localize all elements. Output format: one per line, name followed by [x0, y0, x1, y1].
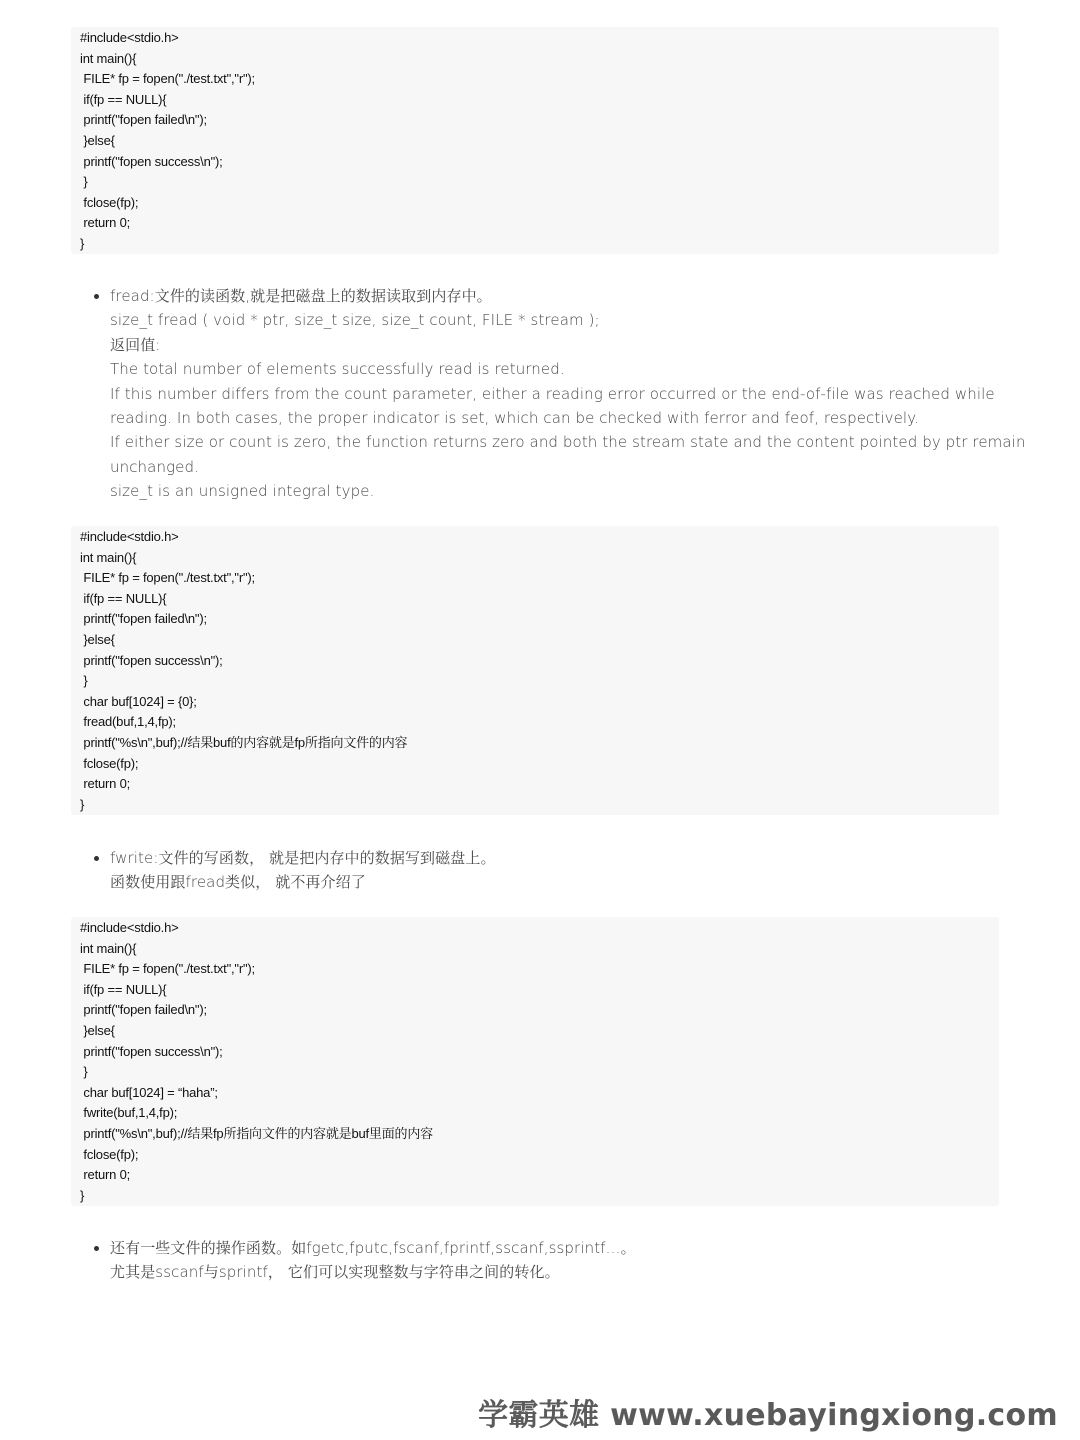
code-line: if(fp == NULL){ [80, 981, 167, 997]
code-line: } [80, 673, 88, 689]
code-line: printf("fopen success\n"); [80, 652, 223, 668]
code-line: int main(){ [80, 549, 137, 565]
code-line: fwrite(buf,1,4,fp); [80, 1105, 178, 1121]
code-line: FILE* fp = fopen("./test.txt","r"); [80, 961, 255, 977]
code-line: fread(buf,1,4,fp); [80, 714, 176, 730]
code-line: } [80, 235, 85, 251]
code-line: printf("fopen success\n"); [80, 153, 223, 169]
bullet-fwrite [88, 846, 1008, 895]
code-line: }else{ [80, 1022, 115, 1038]
bullet-line: reading. In both cases, the proper indicator is set, which can be checked with ferror and feof, respectively. [110, 408, 919, 427]
code-line: }else{ [80, 631, 115, 647]
code-line: FILE* fp = fopen("./test.txt","r"); [80, 71, 255, 87]
code-line: printf("fopen failed\n"); [80, 1002, 207, 1018]
code-line: }else{ [80, 132, 115, 148]
code-line: printf("%s\n",buf);//结果buf的内容就是fp所指向文件的内容 [80, 734, 408, 750]
code-line: } [80, 796, 85, 812]
code-line: fclose(fp); [80, 755, 139, 771]
bullet-line: If this number differs from the count parameter, either a reading error occurred or the end-of-file was reached while [110, 384, 995, 403]
code-block-fwrite [71, 917, 999, 1206]
bullet-line: If either size or count is zero, the function returns zero and both the stream state and the content pointed by ptr remain [110, 433, 1026, 452]
code-line: printf("fopen failed\n"); [80, 611, 207, 627]
code-line: } [80, 1064, 88, 1080]
bullet-dot [94, 294, 99, 299]
code-line: printf("fopen failed\n"); [80, 112, 207, 128]
code-line: int main(){ [80, 940, 137, 956]
bullet-line: size_t is an unsigned integral type. [110, 482, 375, 501]
bullet-line: 函数使用跟fread类似， 就不再介绍了 [110, 873, 366, 892]
code-line: return 0; [80, 215, 131, 231]
code-line: if(fp == NULL){ [80, 91, 167, 107]
bullet-dot [94, 856, 99, 861]
bullet-line: 还有一些文件的操作函数。如fgetc,fputc,fscanf,fprintf,sscanf,ssprintf…。 [110, 1239, 636, 1257]
code-line: } [80, 174, 88, 190]
code-line: char buf[1024] = “haha”; [80, 1084, 218, 1100]
code-line: int main(){ [80, 50, 137, 66]
bullet-dot [94, 1246, 99, 1251]
bullet-line: fwrite:文件的写函数， 就是把内存中的数据写到磁盘上。 [110, 849, 496, 867]
code-line: FILE* fp = fopen("./test.txt","r"); [80, 570, 255, 586]
code-line: char buf[1024] = {0}; [80, 693, 197, 709]
code-line: return 0; [80, 1167, 131, 1183]
bullet-line: size_t fread ( void * ptr, size_t size, size_t count, FILE * stream ); [110, 311, 600, 330]
code-line: } [80, 1187, 85, 1203]
bullet-other-functions [88, 1236, 1008, 1285]
bullet-line: 尤其是sscanf与sprintf， 它们可以实现整数与字符串之间的转化。 [110, 1263, 560, 1282]
code-line: fclose(fp); [80, 1146, 139, 1162]
code-line: #include<stdio.h> [80, 529, 179, 544]
code-line: fclose(fp); [80, 194, 139, 210]
code-line: if(fp == NULL){ [80, 590, 167, 606]
site-watermark: 学霸英雄 www.xuebayingxiong.com [478, 1398, 1058, 1433]
code-block-fopen [71, 27, 999, 254]
code-block-fread [71, 526, 999, 815]
bullet-line: unchanged. [110, 457, 199, 476]
bullet-line: fread:文件的读函数,就是把磁盘上的数据读取到内存中。 [110, 287, 492, 305]
code-line: printf("fopen success\n"); [80, 1043, 223, 1059]
code-line: return 0; [80, 776, 131, 792]
code-line: printf("%s\n",buf);//结果fp所指向文件的内容就是buf里面的内容 [80, 1125, 433, 1141]
bullet-fread [88, 284, 1026, 504]
bullet-line: 返回值: [110, 335, 161, 354]
bullet-line: The total number of elements successfully read is returned. [110, 360, 565, 379]
code-line: #include<stdio.h> [80, 30, 179, 45]
code-line: #include<stdio.h> [80, 920, 179, 935]
